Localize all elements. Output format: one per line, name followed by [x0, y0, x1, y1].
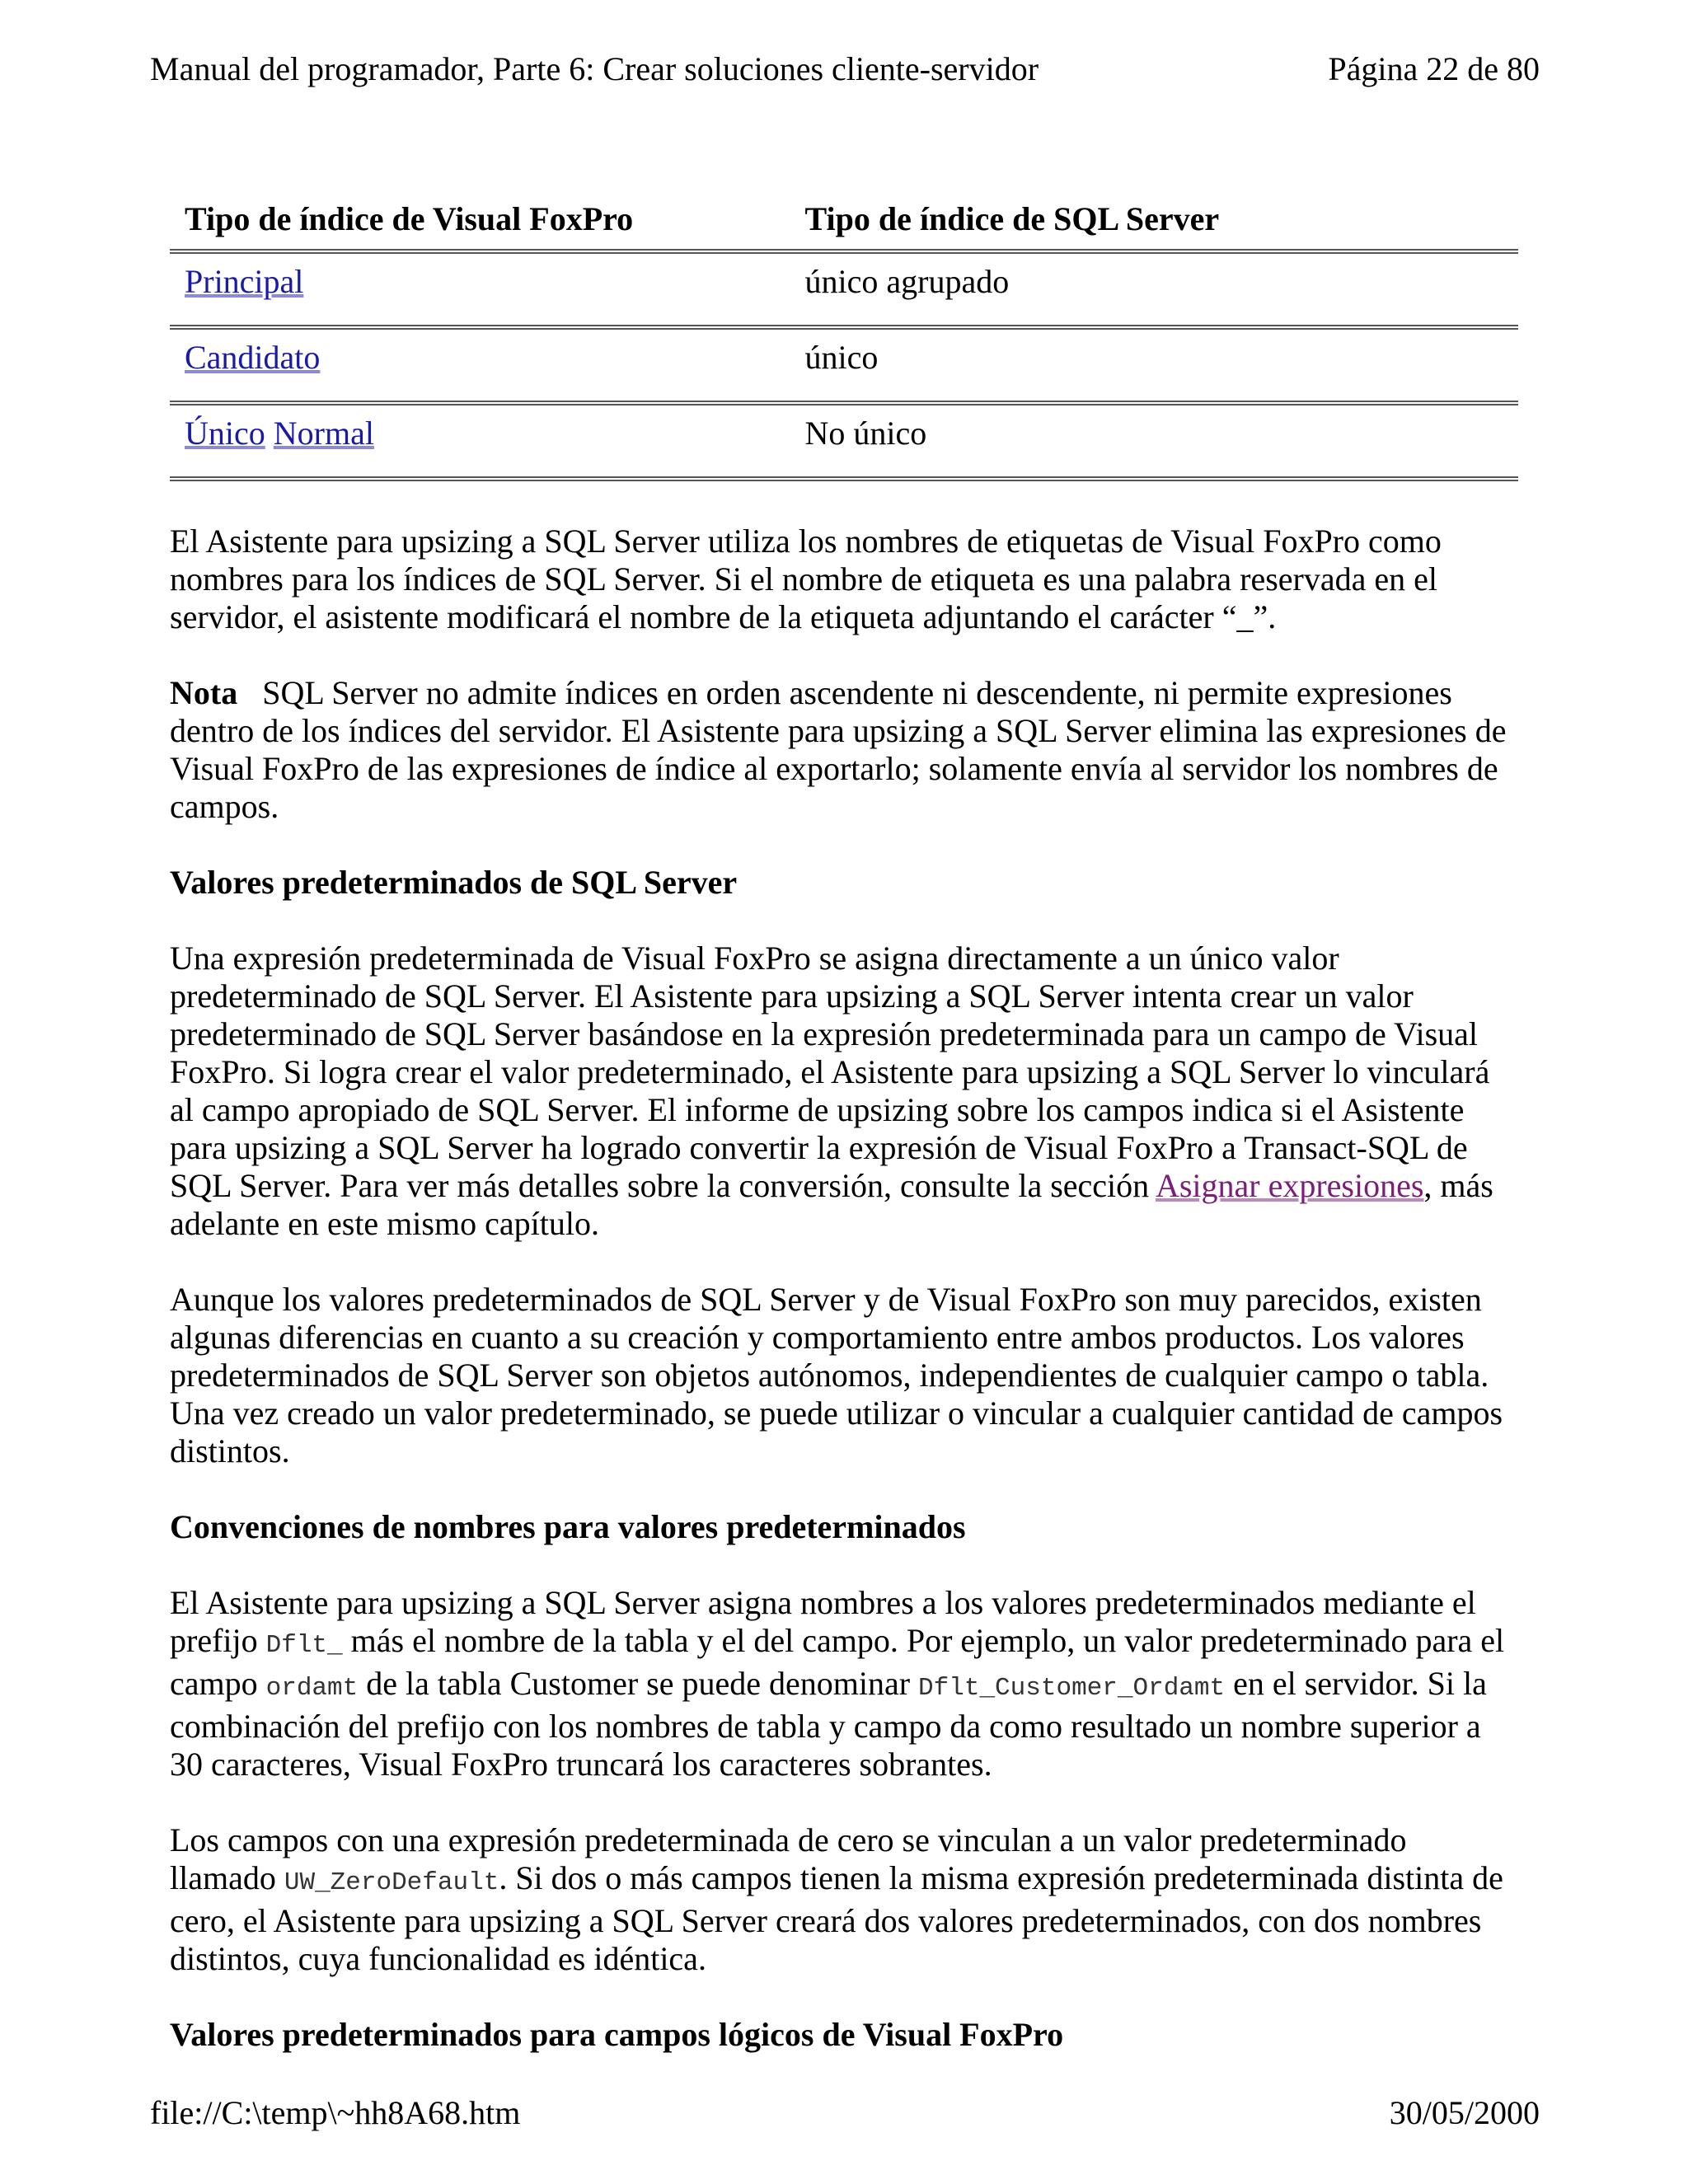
table-cell: No único [790, 403, 1518, 479]
link-principal[interactable]: Principal [185, 263, 304, 300]
link-asignar-expresiones[interactable]: Asignar expresiones [1155, 1167, 1424, 1204]
table-row [170, 327, 1518, 403]
file-path: file://C:\temp\~hh8A68.htm [150, 2094, 521, 2131]
print-date: 30/05/2000 [1389, 2094, 1540, 2131]
paragraph: El Asistente para upsizing a SQL Server asigna nombres a los valores predeterminados mediante el prefijo Dflt_ más el nombre de la tabla y el del campo. Por ejemplo, un valor predeterminado para el campo ordamt de la tabla Customer se puede denominar Dflt_Customer_Ordamt en el servidor. Si la combinación del prefijo con los nombres de tabla y campo da como resultado un nombre superior a 30 caracteres, Visual FoxPro truncará los caracteres sobrantes. [170, 1584, 1505, 1783]
section-heading-logical: Valores predeterminados para campos lógicos de Visual FoxPro [170, 2016, 1064, 2053]
table-cell: único [790, 327, 1518, 403]
column-header-sql: Tipo de índice de SQL Server [790, 198, 1518, 251]
section-heading-defaults: Valores predeterminados de SQL Server [170, 864, 738, 901]
paragraph: Una expresión predeterminada de Visual FoxPro se asigna directamente a un único valor predeterminado de SQL Server. El Asistente para upsizing a SQL Server intenta crear un valor predeterminado de SQL Server basándose en la expresión predeterminada para un campo de Visual FoxPro. Si logra crear el valor predeterminado, el Asistente para upsizing a SQL Server lo vinculará al campo apropiado de SQL Server. El informe de upsizing sobre los campos indica si el Asistente para upsizing a SQL Server ha logrado convertir la expresión de Visual FoxPro a Transact-SQL de SQL Server. Para ver más detalles sobre la conversión, consulte la sección Asignar expresiones, más adelante en este mismo capítulo. [170, 940, 1493, 1242]
code-field: ordamt [265, 1674, 359, 1703]
paragraph: Aunque los valores predeterminados de SQL Server y de Visual FoxPro son muy parecidos, existen algunas diferencias en cuanto a su creación y comportamiento entre ambos productos. Los valores predeterminados de SQL Server son objetos autónomos, independientes de cualquier campo o tabla. Una vez creado un valor predeterminado, se puede utilizar o vincular a cualquier cantidad de campos distintos. [170, 1281, 1503, 1469]
code-default-name: Dflt_Customer_Ordamt [918, 1674, 1226, 1703]
link-unico[interactable]: Único [185, 415, 265, 452]
document-title: Manual del programador, Parte 6: Crear soluciones cliente-servidor [150, 50, 1039, 87]
link-candidato[interactable]: Candidato [185, 339, 321, 376]
note-label: Nota [170, 674, 238, 711]
section-heading-naming: Convenciones de nombres para valores predeterminados [170, 1508, 966, 1545]
code-zero-default: UW_ZeroDefault [284, 1868, 499, 1897]
note-paragraph [170, 674, 1518, 826]
page-number: Página 22 de 80 [1328, 50, 1540, 87]
code-prefix: Dflt_ [265, 1631, 343, 1660]
note-text: SQL Server no admite índices en orden ascendente ni descendente, ni permite expresiones dentro de los índices del servidor. El Asistente para upsizing a SQL Server elimina las expresiones de Visual FoxPro de las expresiones de índice al exportarlo; solamente envía al servidor los nombres de campos. [170, 674, 1507, 825]
document-body [170, 198, 1518, 2054]
table-row [170, 403, 1518, 479]
table-row [170, 251, 1518, 327]
paragraph: El Asistente para upsizing a SQL Server utiliza los nombres de etiquetas de Visual FoxPro como nombres para los índices de SQL Server. Si el nombre de etiqueta es una palabra reservada en el servidor, el asistente modificará el nombre de la etiqueta adjuntando el carácter “_”. [170, 523, 1442, 635]
link-normal[interactable]: Normal [273, 415, 374, 452]
paragraph: Los campos con una expresión predeterminada de cero se vinculan a un valor predeterminado llamado UW_ZeroDefault. Si dos o más campos tienen la misma expresión predeterminada distinta de cero, el Asistente para upsizing a SQL Server creará dos valores predeterminados, con dos nombres distintos, cuya funcionalidad es idéntica. [170, 1821, 1503, 1977]
table-cell: único agrupado [790, 251, 1518, 327]
table-header-row [170, 198, 1518, 251]
column-header-vfp: Tipo de índice de Visual FoxPro [170, 198, 790, 251]
index-type-table [170, 198, 1518, 481]
